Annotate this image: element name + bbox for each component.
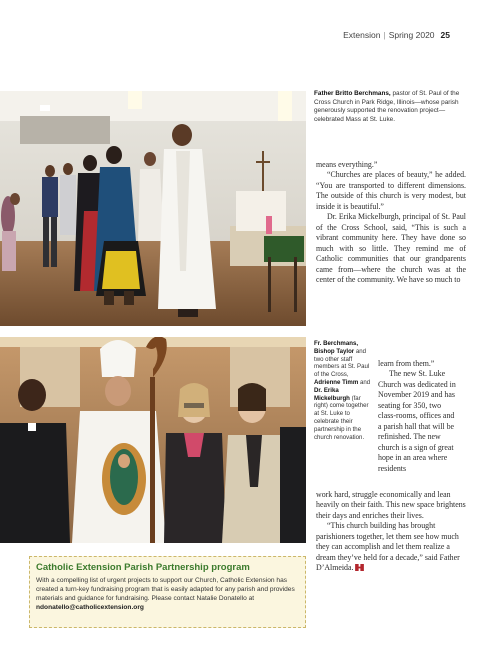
mass-communion-photo xyxy=(0,91,306,326)
closing-quote: “This church building has brought parishioners together, let them see how much they can accomplish and let them realize a dream they’ve held for a decade,” said Father D’Almeida. xyxy=(316,521,460,573)
running-header xyxy=(343,30,450,40)
publication-name: Extension xyxy=(343,30,381,40)
article-paragraph: Dr. Erika Mickelburgh, principal of St. Paul of the Cross School, said, “This is such a vibrant community here. They have done so much with so little. They remind me of Catholic communities that our grandparents came from—where the church was at the center of the community. We have so much to xyxy=(316,212,466,284)
promo-body xyxy=(36,576,299,612)
promo-text: With a compelling list of urgent projects to support our Church, Catholic Extension has created a turn-key fundraising program that is easily adapted for any parish and provides materials and guidance for fundraising. Please contact Natalie Donatello at xyxy=(36,577,295,602)
partnership-program-box xyxy=(29,556,306,628)
article-paragraph: learn from them.” xyxy=(378,359,435,368)
caption-text: (far right) come together at St. Luke to celebrate their partnership in the church renovation. xyxy=(314,394,369,441)
bottom-photo-caption xyxy=(314,340,374,441)
group-portrait-photo xyxy=(0,337,306,543)
caption-name: Dr. Erika Mickelburgh xyxy=(314,386,350,402)
caption-text: and xyxy=(358,378,371,386)
header-separator: | xyxy=(383,30,386,40)
article-paragraph: “Churches are places of beauty,” he added. “You are transported to different dimensions. The outside of this church is very modest, but inside it is beautiful.” xyxy=(316,170,466,211)
extension-logo-icon xyxy=(355,564,364,571)
article-paragraph: The new St. Luke Church was dedicated in November 2019 and has seating for 350, two class-rooms, offices and a parish hall that will be refinished. The new church is a sign of great hope in an area where residents xyxy=(378,369,456,473)
article-paragraph xyxy=(316,521,466,573)
caption-text: and two other staff members at St. Paul of the Cross, xyxy=(314,347,370,379)
article-paragraph: work hard, struggle economically and lean heavily on their faith. This new space brightens their days and enriches their lives. xyxy=(316,490,466,520)
promo-title: Catholic Extension Parish Partnership program xyxy=(36,562,250,573)
page-number: 25 xyxy=(440,30,450,40)
article-column-narrow xyxy=(378,359,458,474)
top-photo-caption xyxy=(314,90,464,124)
article-paragraph: means everything.” xyxy=(316,160,378,169)
article-column-bottom xyxy=(316,490,466,574)
caption-name: Adrienne Timm xyxy=(314,378,359,386)
article-column-top xyxy=(316,160,466,285)
contact-email-link[interactable]: ndonatello@catholicextension.org xyxy=(36,604,144,611)
caption-name: Father Britto Berchmans, xyxy=(314,90,391,97)
caption-text: pastor of St. Paul of the Cross Church in Park Ridge, Illinois—whose parish generously supported the renovation project—celebrated Mass at St. Luke. xyxy=(314,90,460,123)
issue-label: Spring 2020 xyxy=(388,30,435,40)
caption-names: Fr. Berchmans, Bishop Taylor xyxy=(314,340,359,355)
